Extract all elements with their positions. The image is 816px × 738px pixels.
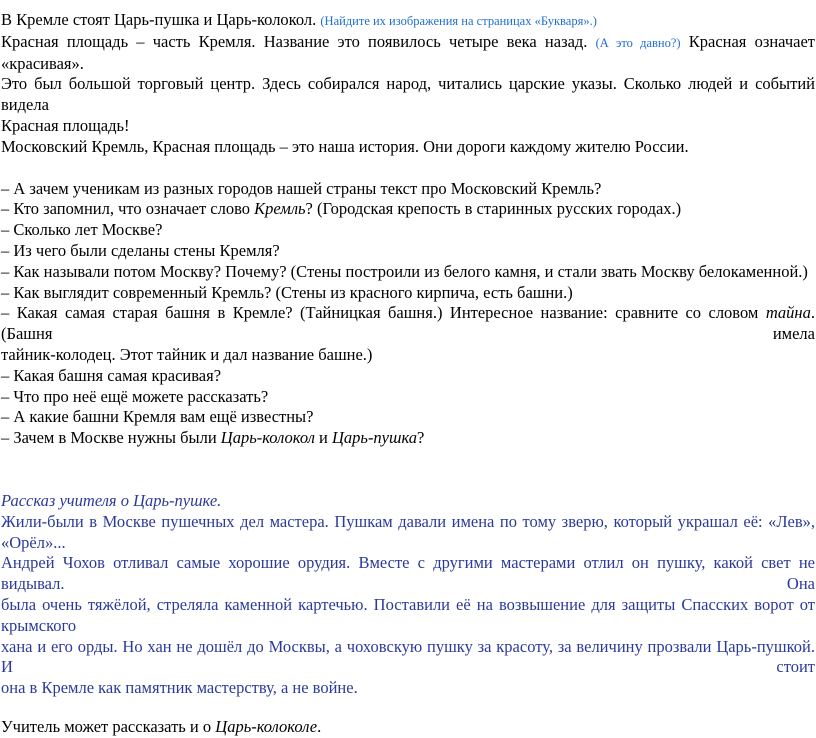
intro-text: Московский Кремль, Красная площадь – это наша история. Они дороги каждому жителю России. — [1, 136, 689, 156]
footer-line — [1, 717, 816, 738]
question — [1, 199, 816, 220]
italic-word: Царь-колоколе — [215, 716, 318, 736]
question — [1, 179, 816, 200]
intro-text: Красная площадь! — [1, 115, 130, 135]
question — [1, 366, 816, 387]
question-text: – Кто запомнил, что означает слово — [1, 199, 255, 219]
intro-line-4 — [1, 116, 816, 137]
story-title-text: Рассказ учителя о Царь-пушке. — [1, 490, 222, 510]
story-line — [1, 553, 815, 595]
question — [1, 241, 816, 262]
story-text: она в Кремле как памятник мастерству, а не войне. — [1, 678, 358, 698]
question-text: – А зачем ученикам из разных городов нашей страны текст про Московский Кремль? — [1, 178, 602, 198]
intro-sentence: В Кремле стоят Царь-пушка и Царь-колокол. — [1, 10, 317, 29]
italic-word: Царь-пушка — [332, 428, 418, 448]
story-line — [1, 595, 815, 637]
question-text: – Зачем в Москве нужны были — [1, 428, 221, 448]
question — [1, 220, 816, 241]
question — [1, 262, 816, 283]
question-text: тайник-колодец. Этот тайник и дал название башне.) — [1, 344, 373, 364]
intro-line-2 — [1, 32, 815, 75]
intro-text: Это был большой торговый центр. Здесь собирался народ, читались царские указы. Сколько людей и событий видела — [1, 74, 815, 115]
question-text: – Что про неё ещё можете рассказать? — [1, 386, 269, 406]
intro-text: Красная означает «красивая». — [1, 31, 815, 73]
question-text: ? — [417, 428, 425, 448]
footer-text: . — [317, 716, 322, 736]
intro-note: (Найдите их изображения на страницах «Букваря».) — [320, 14, 597, 28]
question-text: – Как называли потом Москву? Почему? (Стены построили из белого камня, и стали звать Москву белокаменной.) — [1, 261, 808, 281]
question-text: – Какая самая старая башня в Кремле? (Тайницкая башня.) Интересное название: сравните со словом — [1, 303, 766, 323]
question — [1, 387, 816, 408]
story-line — [1, 678, 816, 699]
question-text: – Как выглядит современный Кремль? (Стены из красного кирпича, есть башни.) — [1, 282, 573, 302]
question — [1, 407, 816, 428]
story-text: хана и его орды. Но хан не дошёл до Москвы, а чоховскую пушку за красоту, за величину прозвали Царь-пушкой. И стоит — [1, 636, 815, 677]
question-text: – Из чего были сделаны стены Кремля? — [1, 240, 280, 260]
question-text: – Какая башня самая красивая? — [1, 365, 222, 385]
story-text: Жили-были в Москве пушечных дел мастера. Пушкам давали имена по тому зверю, который украшал её: «Лев», «Орёл»... — [1, 511, 815, 552]
question-text: ? (Городская крепость в старинных русских городах.) — [305, 199, 682, 219]
intro-line-1 — [1, 10, 816, 32]
question — [1, 283, 816, 304]
story-text: Андрей Чохов отливал самые хорошие орудия. Вместе с другими мастерами отлил он пушку, какой свет не видывал. Она — [1, 553, 815, 594]
question-text: – А какие башни Кремля вам ещё известны? — [1, 407, 314, 427]
italic-word: тайна — [765, 303, 811, 323]
intro-text: Красная площадь – часть Кремля. Название это появилось четыре века назад. — [1, 31, 588, 51]
italic-word: Царь-колокол — [220, 428, 315, 448]
question — [1, 303, 815, 345]
intro-line-5 — [1, 137, 816, 158]
question-text: . (Башня имела — [1, 303, 815, 344]
intro-note: (А это давно?) — [595, 35, 681, 50]
question-text: и — [314, 428, 333, 448]
italic-word: Кремль — [254, 199, 306, 219]
question-continuation — [1, 345, 816, 366]
question-text: – Сколько лет Москве? — [1, 220, 163, 240]
story-title — [1, 491, 816, 512]
footer-text: Учитель может рассказать и о — [1, 716, 216, 736]
story-line — [1, 512, 815, 554]
intro-line-3 — [1, 74, 815, 116]
story-line — [1, 637, 815, 679]
story-text: была очень тяжёлой, стреляла каменной картечью. Поставили её на возвышение для защиты Спасских ворот от крымского — [1, 594, 815, 635]
question — [1, 428, 816, 449]
